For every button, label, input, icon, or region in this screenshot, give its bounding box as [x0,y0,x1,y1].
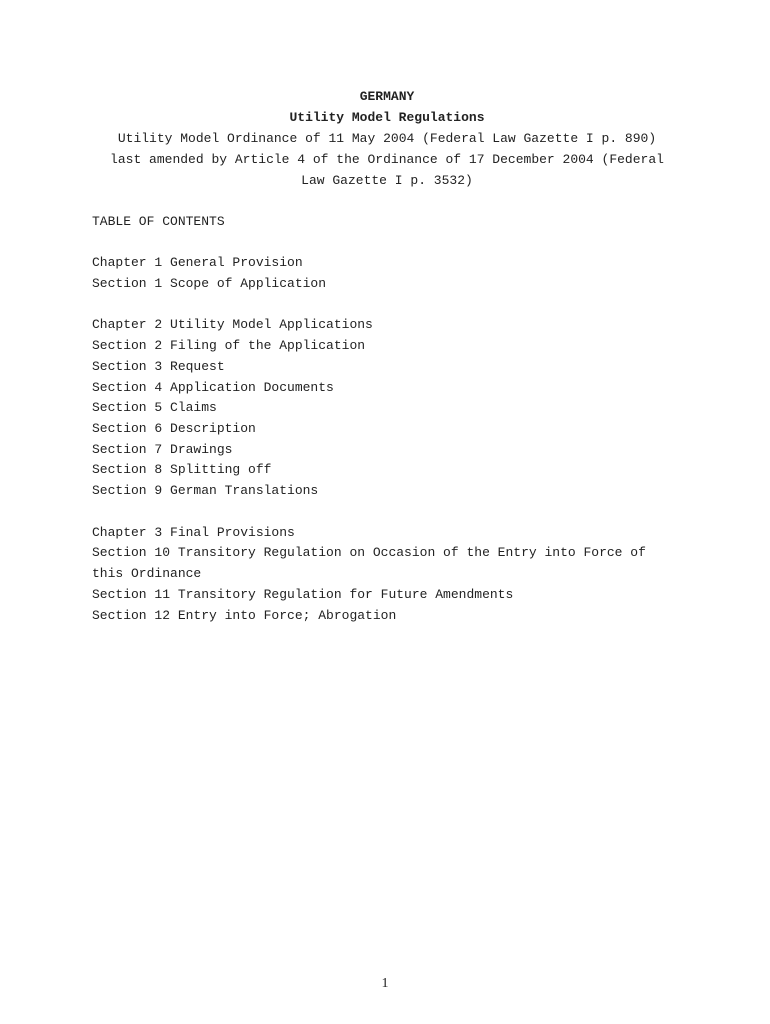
toc-section-11: Section 11 Transitory Regulation for Future Amendments [92,586,514,602]
citation-line-3: Law Gazette I p. 3532) [301,173,473,188]
toc-chapter-1 [92,253,682,294]
toc-chapter-heading: Chapter 3 Final Provisions [92,524,295,540]
toc-chapter-heading: Chapter 1 General Provision [92,255,303,270]
toc-section-10: Section 10 Transitory Regulation on Occasion of the Entry into Force of this Ordinance [92,545,646,582]
page-number: 1 [381,976,389,991]
citation-line-1: Utility Model Ordinance of 11 May 2004 (Federal Law Gazette I p. 890) [117,131,657,146]
toc-title: TABLE OF CONTENTS [92,214,225,229]
toc-section-12: Section 12 Entry into Force; Abrogation [92,607,397,623]
citation-line-2: last amended by Article 4 of the Ordinance of 17 December 2004 (Federal [110,152,664,167]
toc-section-2: Section 2 Filing of the Application [92,338,366,354]
country-heading: GERMANY [359,89,415,104]
toc-section-9: Section 9 German Translations [92,483,319,499]
toc-section-6: Section 6 Description [92,420,256,436]
ordinance-citation [92,128,682,191]
document-content [92,86,682,626]
toc-section-1: Section 1 Scope of Application [92,275,327,291]
toc-section-3: Section 3 Request [92,358,225,374]
document-title: Utility Model Regulations [289,110,485,125]
toc-chapter-3 [92,523,682,627]
toc-chapter-2 [92,315,682,501]
toc-section-4: Section 4 Application Documents [92,379,334,395]
toc-chapter-heading: Chapter 2 Utility Model Applications [92,317,373,333]
toc-section-8: Section 8 Splitting off [92,462,272,478]
toc-section-5: Section 5 Claims [92,400,217,416]
toc-section-7: Section 7 Drawings [92,441,233,457]
